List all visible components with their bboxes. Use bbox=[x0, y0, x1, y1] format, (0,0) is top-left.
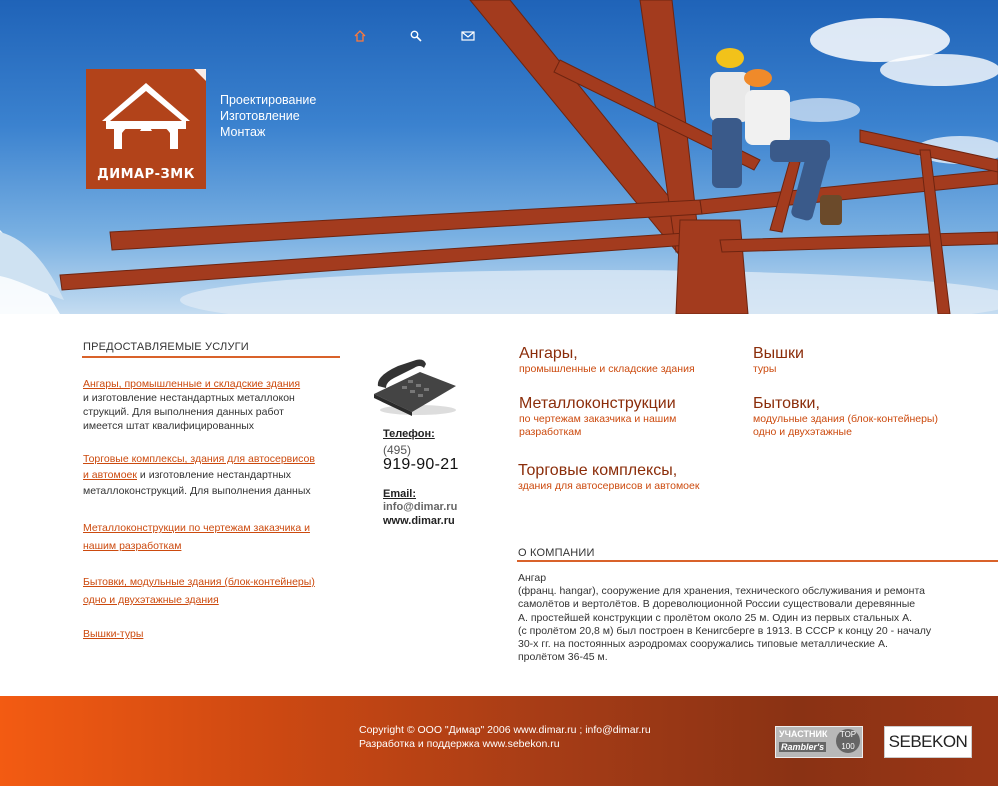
service-link-metal[interactable]: Металлоконструкции по чертежам заказчика и bbox=[83, 522, 310, 534]
service-link-hangars[interactable]: Ангары, промышленные и складские здания bbox=[83, 378, 301, 390]
product-title[interactable]: Торговые комплексы bbox=[518, 462, 673, 479]
phone-label: Телефон: bbox=[383, 428, 435, 440]
about-text bbox=[518, 572, 968, 664]
about-line: Ангар bbox=[518, 572, 547, 584]
telephone-image bbox=[368, 346, 458, 416]
about-line: самолётов и вертолётов. В дореволюционной России существовали деревянные bbox=[518, 598, 916, 611]
site-link[interactable]: www.dimar.ru bbox=[383, 515, 455, 527]
sebekon-badge[interactable]: SEBEKON bbox=[884, 726, 972, 758]
services-divider bbox=[82, 356, 340, 358]
product-card-towers[interactable] bbox=[753, 345, 804, 376]
service-link-towers[interactable]: Вышки-туры bbox=[83, 628, 144, 640]
service-link-trade-cont[interactable]: и автомоек bbox=[83, 469, 137, 481]
service-item bbox=[83, 377, 341, 433]
hero-banner bbox=[0, 0, 998, 314]
service-desc-line: струкций. Для выполнения данных работ bbox=[83, 406, 284, 418]
services-heading: ПРЕДОСТАВЛЯЕМЫЕ УСЛУГИ bbox=[83, 341, 249, 353]
company-logo[interactable] bbox=[86, 69, 206, 189]
service-desc-line: имеется штат квалифицированных bbox=[83, 420, 255, 432]
about-heading: О КОМПАНИИ bbox=[518, 547, 595, 559]
service-item bbox=[83, 627, 341, 641]
about-line: пролётом 36-45 м. bbox=[518, 651, 608, 664]
product-card-trade[interactable]: Торговые комплексы, здания для автосервисов и автомоек bbox=[518, 462, 700, 492]
email-link[interactable]: info@dimar.ru bbox=[383, 501, 458, 513]
tagline-line: Изготовление bbox=[220, 109, 300, 123]
service-desc-line: и изготовление нестандартных металлокон bbox=[83, 392, 295, 404]
tagline bbox=[220, 92, 316, 140]
product-subtitle: модульные здания (блок-контейнеры) bbox=[753, 413, 938, 425]
product-title[interactable]: Ангары bbox=[519, 345, 574, 362]
product-card-cabins[interactable]: Бытовки, модульные здания (блок-контейнеры) одно и двухэтажные bbox=[753, 395, 938, 438]
logo-emblem-icon bbox=[86, 69, 206, 164]
service-link-cabins-cont[interactable]: одно и двухэтажные здания bbox=[83, 594, 219, 606]
tagline-line: Проектирование bbox=[220, 93, 317, 107]
product-subtitle: по чертежам заказчика и нашим bbox=[519, 413, 677, 425]
about-line: (с пролётом 20,8 м) был построен в Кенигсберге в 1913. В СССР к концу 20 - началу bbox=[518, 624, 932, 637]
service-item bbox=[83, 519, 341, 555]
service-item bbox=[83, 573, 341, 609]
about-line: А. простейшей конструкции с пролётом около 25 м. Один из первых стальных А. bbox=[518, 611, 912, 624]
product-title[interactable]: Бытовки bbox=[753, 395, 816, 412]
product-card-metal[interactable] bbox=[519, 395, 676, 439]
phone-number: 919-90-21 bbox=[383, 456, 459, 473]
footer bbox=[0, 696, 998, 786]
service-desc-inline: и изготовление нестандартных bbox=[137, 469, 292, 481]
product-title[interactable]: Металлоконструкции bbox=[519, 395, 676, 412]
footer-text bbox=[359, 723, 651, 751]
about-line: 30-х гг. на постоянных аэродромах сооружались типовые металлические А. bbox=[518, 638, 888, 651]
logo-text: ДИМАР-ЗМК bbox=[97, 167, 195, 182]
service-item bbox=[83, 451, 341, 499]
product-card-hangars[interactable]: Ангары, промышленные и складские здания bbox=[519, 345, 695, 375]
tagline-line: Монтаж bbox=[220, 125, 266, 139]
footer-support: Разработка и поддержка www.sebekon.ru bbox=[359, 738, 560, 750]
email-label: Email: bbox=[383, 488, 417, 500]
rambler-top100-badge[interactable]: УЧАСТНИК Rambler's TOP 100 bbox=[775, 726, 863, 758]
footer-copyright: Copyright © ООО "Димар" 2006 www.dimar.ru ; info@dimar.ru bbox=[359, 724, 651, 736]
product-title[interactable]: Вышки bbox=[753, 345, 804, 362]
service-link-cabins[interactable]: Бытовки, модульные здания (блок-контейнеры) bbox=[83, 576, 315, 588]
product-subtitle: здания для автосервисов и автомоек bbox=[518, 480, 700, 492]
top-icon-nav bbox=[352, 28, 482, 44]
product-subtitle: промышленные и складские здания bbox=[519, 363, 695, 375]
product-subtitle: туры bbox=[753, 363, 777, 375]
product-subtitle: разработкам bbox=[519, 426, 582, 438]
phone-code: (495) bbox=[383, 443, 412, 457]
service-link-trade[interactable]: Торговые комплексы, здания для автосервисов bbox=[83, 453, 315, 465]
mail-icon[interactable] bbox=[460, 28, 476, 44]
product-subtitle: одно и двухэтажные bbox=[753, 426, 852, 438]
about-divider bbox=[517, 560, 998, 562]
about-line: (франц. hangar), сооружение для хранения, технического обслуживания и ремонта bbox=[518, 585, 925, 598]
service-desc-line: металлоконструкций. Для выполнения данных bbox=[83, 485, 311, 497]
service-link-metal-cont[interactable]: нашим разработкам bbox=[83, 540, 182, 552]
search-icon[interactable] bbox=[408, 28, 424, 44]
home-icon[interactable] bbox=[352, 28, 368, 44]
